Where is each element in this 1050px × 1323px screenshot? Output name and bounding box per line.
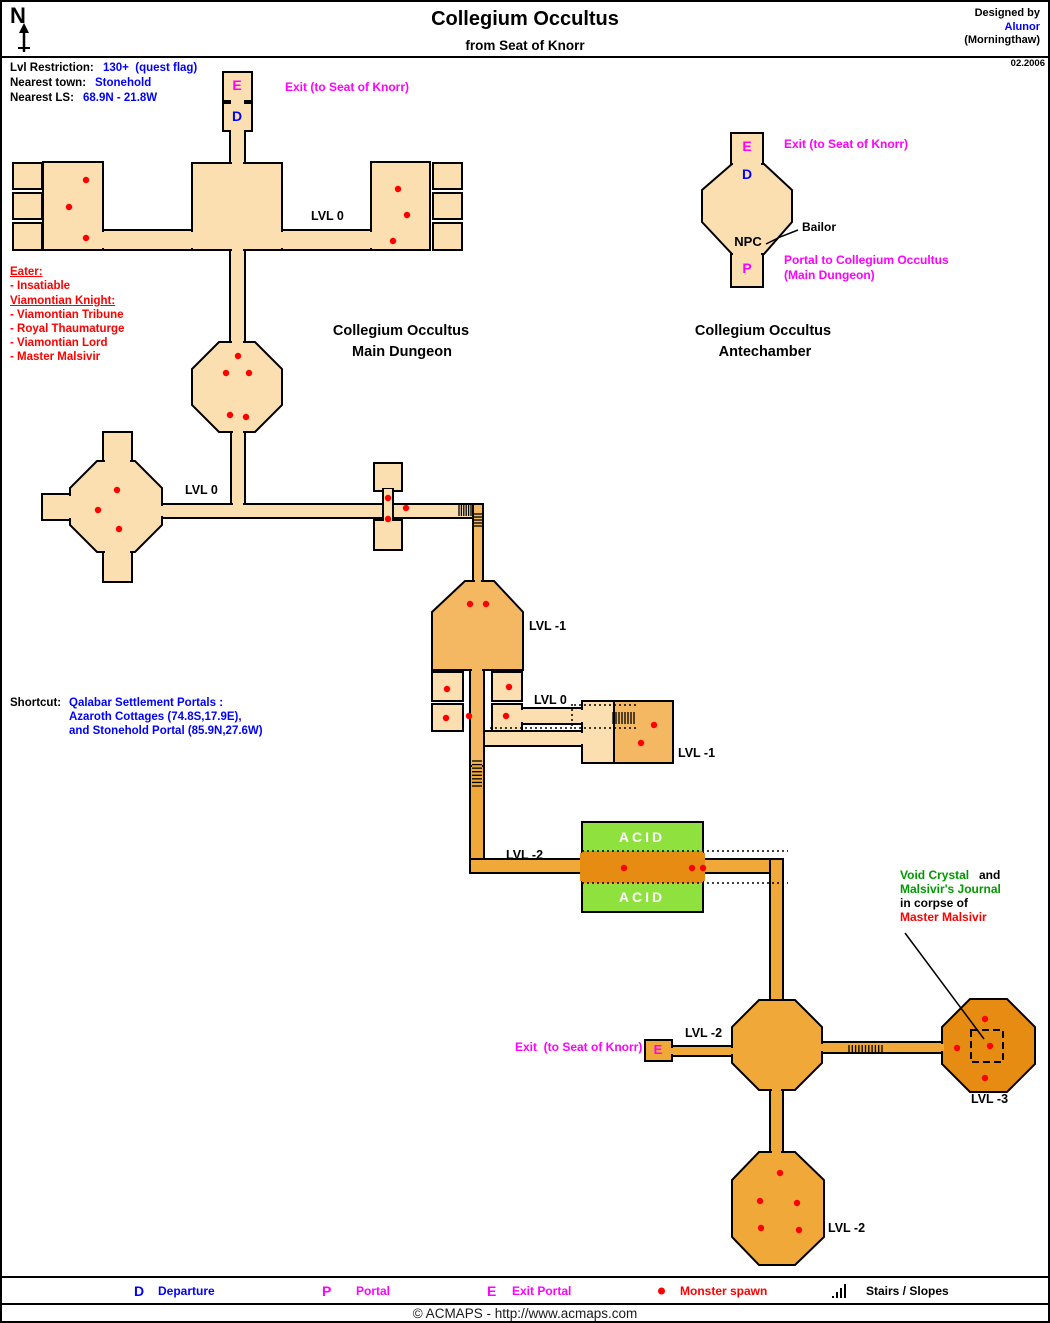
map-room <box>432 581 523 670</box>
royal-thaumaturge-label: - Royal Thaumaturge <box>10 323 125 335</box>
map-room-join <box>68 496 73 518</box>
d-label: D <box>231 108 243 124</box>
page-title: Collegium Occultus <box>431 8 619 30</box>
monster-spawn-dot <box>114 487 120 493</box>
monster-spawn-dot <box>403 505 409 511</box>
dungeon-map-canvas <box>2 2 1050 1323</box>
map-room <box>102 230 194 250</box>
map-room-join <box>231 128 244 133</box>
monster-spawn-dot <box>385 516 391 522</box>
monster-spawn-dot <box>982 1075 988 1081</box>
lvl-3-label: LVL -3 <box>971 1092 1009 1106</box>
map-room <box>374 520 402 550</box>
footer-credit: © ACMAPS - http://www.acmaps.com <box>412 1306 638 1321</box>
e-label: E <box>742 138 752 154</box>
map-room-join <box>475 580 481 585</box>
map-room-join <box>472 669 482 673</box>
map-room <box>13 193 42 219</box>
legend-monster-spawn-label: Monster spawn <box>680 1283 768 1298</box>
map-room <box>103 550 132 582</box>
map-room <box>374 463 402 491</box>
map-room <box>473 504 483 585</box>
monster-spawn-dot <box>83 177 89 183</box>
map-room <box>470 766 484 866</box>
lvl-restriction-label: Lvl Restriction: <box>10 62 94 74</box>
map-room <box>732 1000 822 1090</box>
map-room-join <box>820 1044 824 1051</box>
monster-spawn-dot <box>689 865 695 871</box>
lvl-1-label: LVL -1 <box>529 619 567 633</box>
monster-spawn-dot <box>506 684 512 690</box>
map-room <box>433 193 462 219</box>
map-room <box>383 489 393 520</box>
monster-spawn-dot <box>116 526 122 532</box>
130-quest-flag-label: 130+ (quest flag) <box>103 62 198 74</box>
map-room-join <box>368 232 373 248</box>
monster-spawn-dot <box>638 740 644 746</box>
monster-spawn-dot <box>987 1043 993 1049</box>
map-room-join <box>160 506 165 516</box>
bailor-label: Bailor <box>802 220 837 234</box>
portal-to-collegium-occultus-label: Portal to Collegium Occultus <box>784 253 949 267</box>
monster-spawn-dot <box>444 686 450 692</box>
collegium-occultus-label: Collegium Occultus <box>694 323 832 339</box>
legend-departure-symbol: D <box>134 1282 145 1299</box>
designed-by-label: Designed by <box>974 7 1040 19</box>
map-room <box>672 1046 734 1056</box>
monster-spawn-dot <box>235 353 241 359</box>
map-room-join <box>105 460 130 464</box>
header-title-block <box>315 2 735 53</box>
monster-spawn-dot <box>404 212 410 218</box>
map-room <box>770 1088 783 1154</box>
page-subtitle: from Seat of Knorr <box>465 38 585 53</box>
stonehold-label: Stonehold <box>95 77 152 89</box>
legend-departure-label: Departure <box>158 1283 215 1298</box>
monster-spawn-dot <box>796 1227 802 1233</box>
map-room-join <box>940 1044 944 1051</box>
antechamber-label: Antechamber <box>718 344 812 360</box>
master-malsivir-label: Master Malsivir <box>900 910 987 924</box>
monster-spawn-dot <box>66 204 72 210</box>
02-2006-label: 02.2006 <box>1010 58 1045 69</box>
map-room-join <box>189 232 194 248</box>
map-room <box>230 129 245 165</box>
map-room <box>192 163 282 250</box>
monster-spawn-dot <box>390 238 396 244</box>
map-room <box>70 461 162 552</box>
lvl-0-label: LVL 0 <box>311 209 344 223</box>
collegium-occultus-label: Collegium Occultus <box>332 323 470 339</box>
map-room-join <box>233 502 243 507</box>
map-room <box>770 859 783 1005</box>
map-room-join <box>384 489 392 493</box>
main-dungeon-label: Main Dungeon <box>352 344 452 360</box>
map-room <box>43 162 103 250</box>
viamontian-lord-label: - Viamontian Lord <box>10 337 108 349</box>
map-room-join <box>232 339 243 345</box>
monster-spawn-dot <box>621 865 627 871</box>
legend-stairs-label: Stairs / Slopes <box>866 1283 949 1298</box>
nearest-town-label: Nearest town: <box>10 77 87 89</box>
monster-spawn-dot <box>227 412 233 418</box>
legend-portal-label: Portal <box>356 1283 391 1298</box>
monster-spawn-dot <box>700 865 706 871</box>
map-room <box>13 223 42 250</box>
map-room-join <box>580 733 585 744</box>
monster-spawn-dot <box>246 370 252 376</box>
map-room <box>433 223 462 250</box>
exit-to-seat-of-knorr-label: Exit (to Seat of Knorr) <box>515 1040 643 1054</box>
map-room <box>433 163 462 189</box>
map-room <box>160 504 475 518</box>
lvl-0-label: LVL 0 <box>534 693 567 707</box>
monster-spawn-dot <box>794 1200 800 1206</box>
monster-spawn-dot <box>982 1016 988 1022</box>
designer-name: Alunor <box>1004 20 1040 33</box>
map-room <box>522 708 584 724</box>
monster-spawn-dot <box>954 1045 960 1051</box>
lvl-2-label: LVL -2 <box>506 848 544 862</box>
monster-spawn-dot <box>443 715 449 721</box>
e-label: E <box>232 77 242 93</box>
map-room-join <box>279 232 284 248</box>
map-room <box>230 248 245 344</box>
viamontian-knight-label: Viamontian Knight: <box>10 295 116 307</box>
map-room-join <box>772 861 781 871</box>
monster-spawn-dot <box>83 235 89 241</box>
monster-spawn-dot <box>651 722 657 728</box>
map-room-join <box>670 1048 674 1054</box>
map-room <box>231 430 245 508</box>
compass-north-letter: N <box>10 3 26 28</box>
eater-label: Eater: <box>10 266 43 278</box>
map-room-join <box>105 549 130 553</box>
map-room-join <box>100 232 105 248</box>
map-room-join <box>772 1088 781 1092</box>
in-corpse-of-label: in corpse of <box>900 896 969 910</box>
map-room <box>582 701 614 763</box>
map-room <box>13 163 42 189</box>
void-crystal-label: Void Crystal <box>900 868 970 882</box>
map-room <box>614 701 673 763</box>
map-room-join <box>730 1048 736 1054</box>
map-room-join <box>580 853 584 881</box>
legend-exit-portal-symbol: E <box>487 1282 497 1299</box>
acid-label: ACID <box>618 829 666 845</box>
monster-spawn-dot <box>483 601 489 607</box>
monster-spawn-dot <box>757 1198 763 1204</box>
designer-block <box>964 7 1040 48</box>
map-room-join <box>772 1150 781 1154</box>
map-room <box>42 494 71 520</box>
map-room-join <box>733 252 761 256</box>
map-room-join <box>582 851 703 883</box>
monster-spawn-dot <box>777 1170 783 1176</box>
map-room <box>483 731 583 746</box>
viamontian-tribune-label: - Viamontian Tribune <box>10 309 124 321</box>
monster-spawn-dot <box>395 186 401 192</box>
map-room <box>103 432 132 463</box>
map-room-join <box>233 430 243 434</box>
map-room-join <box>232 247 243 252</box>
malsivir-s-journal-label: Malsivir's Journal <box>900 882 1001 896</box>
shortcut-label: Shortcut: <box>10 697 62 709</box>
qalabar-settlement-portals-label: Qalabar Settlement Portals : <box>69 697 224 709</box>
designer-world: (Morningthaw) <box>964 34 1040 46</box>
monster-spawn-dot <box>503 713 509 719</box>
acid-label: ACID <box>618 889 666 905</box>
map-room <box>732 1152 824 1265</box>
map-room <box>470 668 484 768</box>
d-label: D <box>741 166 753 182</box>
insatiable-label: - Insatiable <box>10 280 71 292</box>
nearest-ls-label: Nearest LS: <box>10 92 74 104</box>
north-arrow-icon <box>8 23 38 55</box>
map-room <box>371 162 430 250</box>
map-room <box>281 230 373 250</box>
lvl-0-label: LVL 0 <box>185 483 218 497</box>
map-room-join <box>772 1001 781 1005</box>
map-room-join <box>472 860 482 871</box>
exit-to-seat-of-knorr-label: Exit (to Seat of Knorr) <box>285 80 410 94</box>
p-label: P <box>742 260 752 276</box>
legend-bar <box>2 1278 1048 1303</box>
e-label: E <box>653 1042 663 1057</box>
lvl-2-label: LVL -2 <box>828 1221 866 1235</box>
master-malsivir-label: - Master Malsivir <box>10 351 101 363</box>
monster-spawn-dot <box>466 713 472 719</box>
and-label: and <box>979 868 1001 882</box>
lvl-1-label: LVL -1 <box>678 746 716 760</box>
map-room-join <box>520 710 526 722</box>
map-room-join <box>231 100 244 105</box>
legend-monster-spawn-dot <box>658 1287 665 1294</box>
lvl-2-label: LVL -2 <box>685 1026 723 1040</box>
legend-portal-symbol: P <box>322 1282 332 1299</box>
map-room-join <box>580 710 586 722</box>
map-room-join <box>232 161 243 166</box>
monster-spawn-dot <box>467 601 473 607</box>
monster-spawn-dot <box>243 414 249 420</box>
and-stonehold-portal-85-9n-27-6w-label: and Stonehold Portal (85.9N,27.6W) <box>69 725 263 737</box>
legend-stairs-icon <box>830 1283 854 1299</box>
68-9n-21-8w-label: 68.9N - 21.8W <box>83 92 158 104</box>
monster-spawn-dot <box>385 495 391 501</box>
monster-spawn-dot <box>758 1225 764 1231</box>
monster-spawn-dot <box>223 370 229 376</box>
monster-spawn-dot <box>95 507 101 513</box>
azaroth-cottages-74-8s-17-9e-label: Azaroth Cottages (74.8S,17.9E), <box>69 711 242 723</box>
npc-label: NPC <box>734 234 762 249</box>
exit-to-seat-of-knorr-label: Exit (to Seat of Knorr) <box>784 137 909 151</box>
main-dungeon-label: (Main Dungeon) <box>784 268 875 282</box>
legend-exit-portal-label: Exit Portal <box>512 1283 572 1298</box>
